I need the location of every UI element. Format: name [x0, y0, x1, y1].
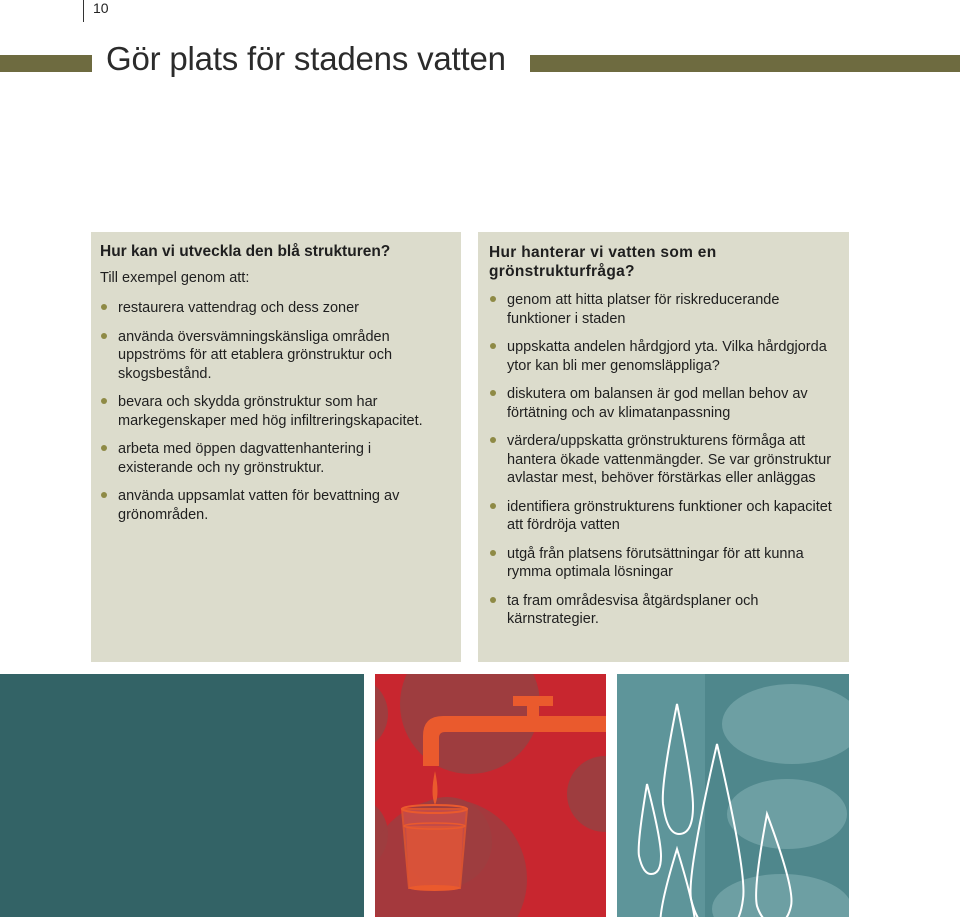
list-item: värdera/uppskatta grönstrukturens förmåga att hantera ökade vattenmängder. Se var grönstruktur avlastar mest, behöver förstärkas eller anläggas — [489, 432, 834, 488]
list-item: bevara och skydda grönstruktur som har markegenskaper med hög infiltreringskapacitet. — [100, 393, 440, 430]
bullet-icon — [490, 503, 496, 509]
list-item: utgå från platsens förutsättningar för att kunna rymma optimala lösningar — [489, 545, 834, 582]
teal-panel-left — [0, 674, 364, 917]
bullet-icon — [101, 492, 107, 498]
list-item: arbeta med öppen dagvattenhantering i existerande och ny grönstruktur. — [100, 440, 440, 477]
right-box-list — [489, 291, 834, 639]
bullet-icon — [101, 398, 107, 404]
title-bar-right — [530, 55, 960, 72]
left-info-box — [91, 232, 461, 662]
teal-panel-right — [860, 674, 960, 917]
bullet-icon — [101, 333, 107, 339]
margin-line — [83, 0, 84, 22]
bullet-icon — [490, 296, 496, 302]
list-item: restaurera vattendrag och dess zoner — [100, 299, 440, 318]
bullet-icon — [490, 597, 496, 603]
list-item: använda översvämningskänsliga områden uppströms för att etablera grönstruktur och skogsbestånd. — [100, 328, 440, 384]
bullet-icon — [101, 304, 107, 310]
bullet-icon — [101, 445, 107, 451]
raindrop-icon — [617, 674, 849, 917]
list-item: använda uppsamlat vatten för bevattning av grönområden. — [100, 487, 440, 524]
left-box-list — [100, 299, 440, 534]
right-box-heading: Hur hanterar vi vatten som en grönstrukturfråga? — [489, 244, 717, 280]
list-item: ta fram områdesvisa åtgärdsplaner och kärnstrategier. — [489, 592, 834, 629]
page-number: 10 — [93, 0, 109, 16]
list-item: diskutera om balansen är god mellan behov av förtätning och av klimatanpassning — [489, 385, 834, 422]
page-title: Gör plats för stadens vatten — [106, 40, 506, 77]
raindrops-illustration — [617, 674, 849, 917]
list-item: identifiera grönstrukturens funktioner och kapacitet att fördröja vatten — [489, 498, 834, 535]
title-bar-left — [0, 55, 92, 72]
bullet-icon — [490, 343, 496, 349]
faucet-icon — [375, 674, 606, 917]
list-item: genom att hitta platser för riskreducerande funktioner i staden — [489, 291, 834, 328]
bullet-icon — [490, 390, 496, 396]
left-box-heading: Hur kan vi utveckla den blå strukturen? — [100, 243, 391, 260]
right-info-box — [478, 232, 849, 662]
faucet-glass-illustration — [375, 674, 606, 917]
left-box-intro: Till exempel genom att: — [100, 270, 250, 286]
list-item: uppskatta andelen hårdgjord yta. Vilka hårdgjorda ytor kan bli mer genomsläppliga? — [489, 338, 834, 375]
bullet-icon — [490, 437, 496, 443]
bullet-icon — [490, 550, 496, 556]
